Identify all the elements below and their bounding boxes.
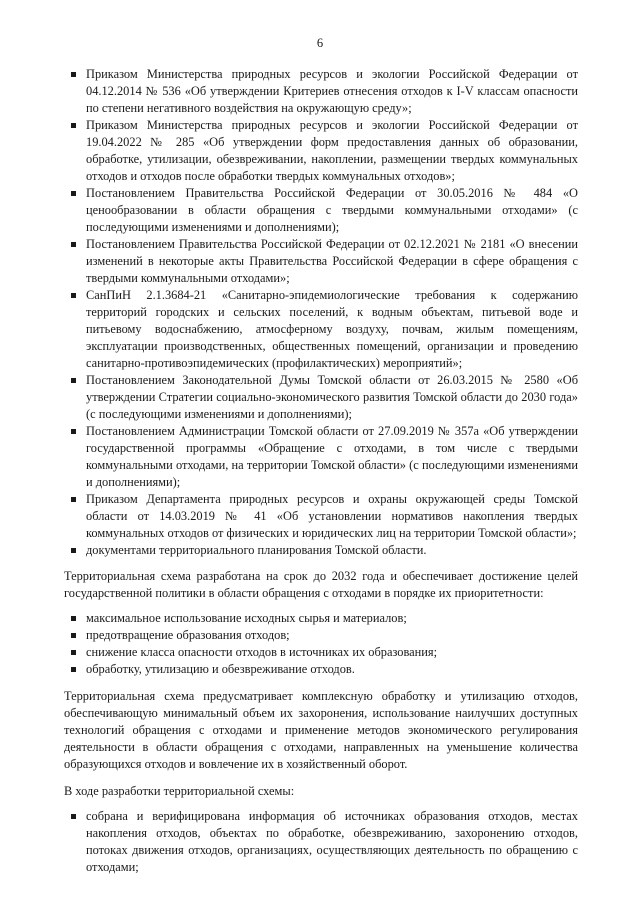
page-number: 6 [316, 36, 324, 50]
document-body [64, 66, 578, 876]
list-item-text: Постановлением Законодательной Думы Томской области от 26.03.2015 № 2580 «Об утверждении Стратегии социально-экономического развития Томской области до 2030 года» (с последующими изменениями и дополнениями); [86, 373, 578, 421]
bullet-icon [71, 191, 76, 196]
bullet-icon [71, 548, 76, 553]
list-item [64, 66, 578, 117]
list-item-text: Приказом Департамента природных ресурсов и охраны окружающей среды Томской области от 14.03.2019 № 41 «Об установлении нормативов накопления твердых коммунальных отходов от физических и юридических лиц на территории Томской области»; [86, 492, 578, 540]
list-item [64, 372, 578, 423]
bullet-icon [71, 650, 76, 655]
list-item-text: Постановлением Правительства Российской Федерации от 02.12.2021 № 2181 «О внесении изменений в некоторые акты Правительства Российской Федерации в сфере обращения с твердыми коммунальными отходами»; [86, 237, 578, 285]
list-item [64, 644, 578, 661]
bullet-icon [71, 293, 76, 298]
legal-basis-list [64, 66, 578, 559]
bullet-icon [71, 378, 76, 383]
list-item [64, 491, 578, 542]
list-item-text: Приказом Министерства природных ресурсов и экологии Российской Федерации от 04.12.2014 № 536 «Об утверждении Критериев отнесения отходов к I-V классам опасности по степени негативного воздействия на окружающую среду»; [86, 67, 578, 115]
list-item [64, 236, 578, 287]
list-item-text: Приказом Министерства природных ресурсов и экологии Российской Федерации от 19.04.2022 № 285 «Об утверждении форм предоставления данных об образовании, обработке, утилизации, обезвреживании, накоплении, размещении твердых коммунальных отходов и отходов после обработки твердых коммунальных отходов»; [86, 118, 578, 183]
list-item [64, 627, 578, 644]
paragraph-development-intro: В ходе разработки территориальной схемы: [64, 784, 295, 798]
bullet-icon [71, 242, 76, 247]
bullet-icon [71, 72, 76, 77]
bullet-icon [71, 667, 76, 672]
list-item-text: максимальное использование исходных сырья и материалов; [86, 611, 407, 625]
list-item-text: снижение класса опасности отходов в источниках их образования; [86, 645, 438, 659]
list-item-text: Постановлением Правительства Российской Федерации от 30.05.2016 № 484 «О ценообразовании в области обращения с твердыми коммунальными отходами» (с последующими изменениями и дополнениями); [86, 186, 578, 234]
list-item [64, 808, 578, 876]
priorities-list [64, 610, 578, 678]
list-item [64, 185, 578, 236]
bullet-icon [71, 616, 76, 621]
paragraph-scheme-term: Территориальная схема разработана на срок до 2032 года и обеспечивает достижение целей государственной политики в области обращения с отходами в порядке их приоритетности: [64, 569, 578, 600]
list-item [64, 423, 578, 491]
list-item [64, 610, 578, 627]
list-item [64, 661, 578, 678]
list-item [64, 287, 578, 372]
development-list [64, 808, 578, 876]
list-item-text: документами территориального планирования Томской области. [86, 543, 427, 557]
list-item-text: собрана и верифицирована информация об источниках образования отходов, местах накопления отходов, объектах по обработке, обезвреживанию, захоронению отходов, потоках движения отходов, организациях, осуществляющих деятельность по обращению с отходами; [86, 809, 578, 874]
bullet-icon [71, 497, 76, 502]
bullet-icon [71, 123, 76, 128]
bullet-icon [71, 429, 76, 434]
list-item-text: СанПиН 2.1.3684-21 «Санитарно-эпидемиологические требования к содержанию территорий городских и сельских поселений, к водным объектам, питьевой воде и питьевому водоснабжению, атмосферному воздуху, почвам, жилым помещениям, эксплуатации производственных, общественных помещений, организации и проведению санитарно-противоэпидемических (профилактических) мероприятий»; [86, 288, 578, 370]
bullet-icon [71, 633, 76, 638]
list-item [64, 542, 578, 559]
paragraph-scheme-provisions: Территориальная схема предусматривает комплексную обработку и утилизацию отходов, обеспечивающую минимальный объем их захоронения, использование наилучших доступных технологий обращения с отходами и применение методов экономического регулирования деятельности в области обращения с отходами, направленных на уменьшение количества образующихся отходов и вовлечение их в хозяйственный оборот. [64, 689, 578, 771]
bullet-icon [71, 814, 76, 819]
list-item-text: обработку, утилизацию и обезвреживание отходов. [86, 662, 355, 676]
list-item [64, 117, 578, 185]
list-item-text: Постановлением Администрации Томской области от 27.09.2019 № 357а «Об утверждении государственной программы «Обращение с отходами, в том числе с твердыми коммунальными отходами, на территории Томской области» (с последующими изменениями и дополнениями); [86, 424, 578, 489]
list-item-text: предотвращение образования отходов; [86, 628, 290, 642]
